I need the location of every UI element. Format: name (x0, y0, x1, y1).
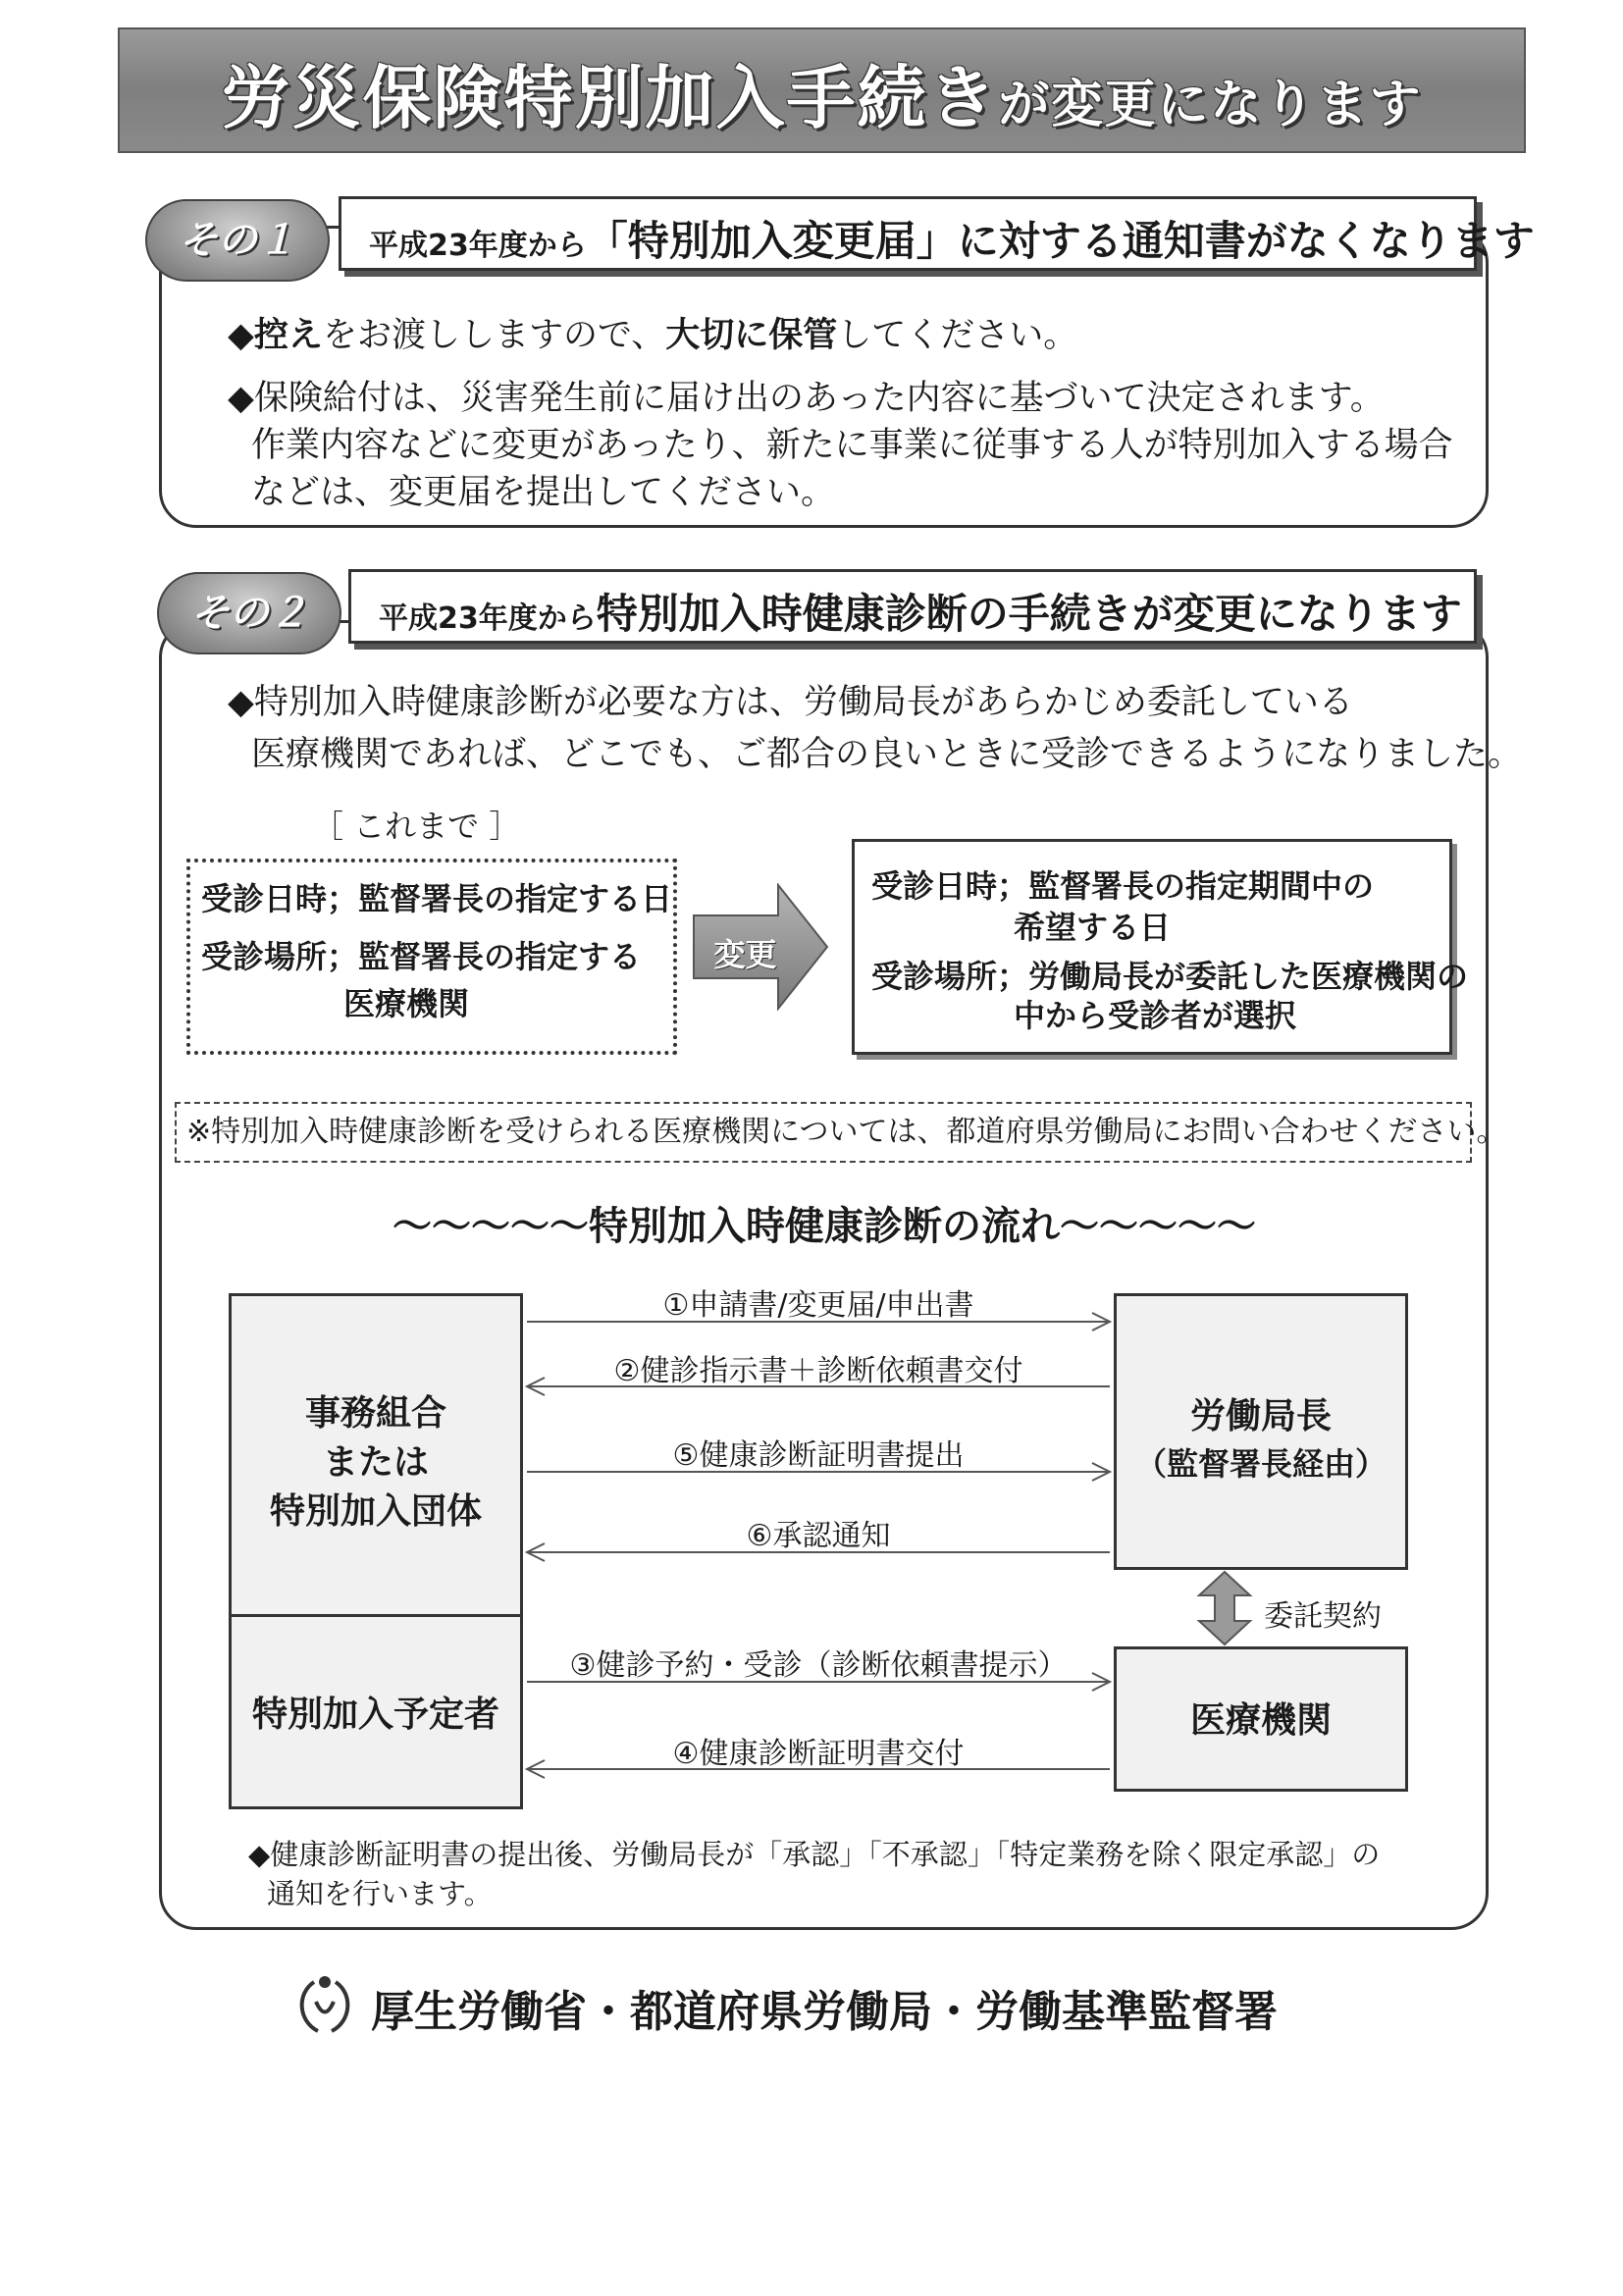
after-line1: 受診日時；監督署長の指定期間中の (871, 867, 1375, 905)
bullet1-text1: をお渡ししますので、 (322, 316, 666, 355)
section1-bullet2-line1: ◆保険給付は、災害発生前に届け出のあった内容に基づいて決定されます。 (228, 379, 1385, 418)
section1-heading (369, 209, 1535, 268)
mhlw-logo-icon (294, 1972, 355, 2037)
before-label: ［ これまで ］ (312, 808, 521, 845)
section2-intro-line2: 医療機関であれば、どこでも、ご都合の良いときに受診できるようになりました。 (251, 735, 1523, 774)
flow-title: ～～～～～特別加入時健康診断の流れ～～～～～ (393, 1204, 1256, 1249)
footer-organization: 厚生労働省・都道府県労働局・労働基準監督署 (371, 1987, 1278, 2037)
after-line4: 中から受診者が選択 (1014, 997, 1297, 1034)
section2-heading-box (348, 569, 1477, 644)
flow-applicant-label: 特別加入予定者 (251, 1695, 499, 1735)
flow-medical-label: 医療機関 (1189, 1700, 1332, 1741)
section1-bullet2-line2: 作業内容などに変更があったり、新たに事業に従事する人が特別加入する場合 (251, 426, 1453, 465)
before-line1: 受診日時；監督署長の指定する日 (201, 880, 673, 917)
change-arrow-label: 変更 (713, 936, 777, 973)
flow-arrow6-label: ⑥承認通知 (746, 1519, 891, 1553)
section2-intro-line1: ◆特別加入時健康診断が必要な方は、労働局長があらかじめ委託している (228, 683, 1353, 722)
flow-arrow3-label: ③健診予約・受診（診断依頼書提示） (569, 1648, 1068, 1683)
after-line2: 希望する日 (1014, 909, 1172, 946)
before-line3: 医療機関 (343, 985, 470, 1022)
bullet1-text2: してください。 (837, 316, 1078, 355)
bullet1-bold1: 控え (253, 316, 323, 355)
section2-heading-year: 平成23年度から (379, 601, 597, 636)
section2-badge: その２ (157, 572, 341, 654)
section1-heading-year: 平成23年度から (369, 229, 587, 263)
section1-bullet2-line3: などは、変更届を提出してください。 (251, 473, 836, 512)
section1-badge: その１ (145, 199, 330, 282)
page-title (118, 43, 1526, 142)
flow-arrow2-label: ②健診指示書＋診断依頼書交付 (613, 1354, 1023, 1388)
flow-footnote-line1: ◆健康診断証明書の提出後、労働局長が「承認」「不承認」「特定業務を除く限定承認」の (248, 1838, 1381, 1871)
page-title-suffix: が変更になります (998, 76, 1423, 134)
flow-union-line2: または (322, 1442, 429, 1483)
section2-heading-main: 特別加入時健康診断の手続きが変更になります (596, 590, 1462, 638)
flow-bureau-line2: （監督署長経由） (1134, 1445, 1387, 1483)
section1-heading-main: 「特別加入変更届」に対する通知書がなくなります (586, 217, 1535, 265)
flow-footnote-line2: 通知を行います。 (267, 1877, 493, 1910)
section1-bullet1 (228, 312, 1077, 359)
contract-label: 委託契約 (1264, 1599, 1382, 1634)
section2-heading (379, 582, 1462, 641)
flow-arrow4-label: ④健康診断証明書交付 (672, 1737, 965, 1771)
flow-arrow1-label: ①申請書/変更届/申出書 (662, 1288, 974, 1323)
bullet-mark: ◆ (228, 316, 254, 355)
page-title-main: 労災保険特別加入手続き (221, 58, 999, 138)
flow-bureau-line1: 労働局長 (1189, 1396, 1332, 1436)
flow-union-line1: 事務組合 (304, 1393, 446, 1434)
contract-arrow-icon (1195, 1570, 1254, 1646)
flow-arrow5-label: ⑤健康診断証明書提出 (672, 1438, 965, 1473)
before-line2: 受診場所；監督署長の指定する (201, 938, 642, 975)
bullet1-bold2: 大切に保管 (665, 316, 838, 355)
flow-union-line3: 特別加入団体 (269, 1491, 482, 1532)
note-text: ※特別加入時健康診断を受けられる医療機関については、都道府県労働局にお問い合わせください。 (186, 1115, 1506, 1149)
after-line3: 受診場所；労働局長が委託した医療機関の (871, 958, 1469, 995)
section1-heading-box (339, 196, 1535, 271)
